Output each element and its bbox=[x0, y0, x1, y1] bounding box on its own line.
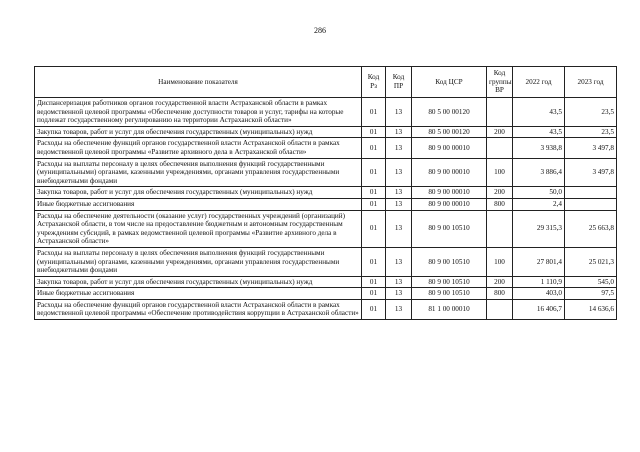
row-value-2022: 3 886,4 bbox=[513, 158, 565, 187]
row-value-2023: 23,5 bbox=[565, 126, 617, 138]
row-rz: 01 bbox=[362, 247, 386, 276]
header-vr: Код группы ВР bbox=[487, 67, 513, 98]
row-vr bbox=[487, 98, 513, 127]
header-2022: 2022 год bbox=[513, 67, 565, 98]
row-value-2022: 403,0 bbox=[513, 288, 565, 300]
row-csr: 80 9 00 00010 bbox=[412, 187, 487, 199]
row-pr: 13 bbox=[386, 276, 412, 288]
row-value-2023 bbox=[565, 187, 617, 199]
row-value-2022: 27 801,4 bbox=[513, 247, 565, 276]
table-row bbox=[35, 288, 617, 300]
row-vr: 800 bbox=[487, 288, 513, 300]
row-rz: 01 bbox=[362, 276, 386, 288]
row-value-2023: 25 663,8 bbox=[565, 210, 617, 247]
row-rz: 01 bbox=[362, 98, 386, 127]
row-csr: 80 9 00 10510 bbox=[412, 210, 487, 247]
row-vr: 200 bbox=[487, 126, 513, 138]
table-row bbox=[35, 210, 617, 247]
header-csr: Код ЦСР bbox=[412, 67, 487, 98]
row-value-2022: 1 110,9 bbox=[513, 276, 565, 288]
table-body bbox=[35, 98, 617, 320]
table-row bbox=[35, 276, 617, 288]
row-value-2022: 2,4 bbox=[513, 198, 565, 210]
row-vr bbox=[487, 299, 513, 319]
row-pr: 13 bbox=[386, 288, 412, 300]
row-rz: 01 bbox=[362, 288, 386, 300]
row-name: Расходы на обеспечение деятельности (оказание услуг) государственных учреждений (организаций) Астраханской области, в том числе на предоставление бюджетным и автономным государственным учреждениям субсидий, в рамках ведомственной целевой программы «Развитие архивного дела в Астраханской области» bbox=[35, 210, 362, 247]
row-rz: 01 bbox=[362, 138, 386, 158]
page-number: 286 bbox=[314, 26, 326, 35]
row-name: Диспансеризация работников органов государственной власти Астраханской области в рамках ведомственной целевой программы «Обеспечение доступности товаров и услуг, тарифы на которые подлежат государственному регулированию на территории Астраханской области» bbox=[35, 98, 362, 127]
table-row bbox=[35, 198, 617, 210]
row-vr: 800 bbox=[487, 198, 513, 210]
row-rz: 01 bbox=[362, 158, 386, 187]
table-row bbox=[35, 126, 617, 138]
row-csr: 80 9 00 10510 bbox=[412, 247, 487, 276]
row-csr: 80 9 00 00010 bbox=[412, 138, 487, 158]
row-name: Иные бюджетные ассигнования bbox=[35, 198, 362, 210]
row-value-2023: 14 636,6 bbox=[565, 299, 617, 319]
row-value-2023 bbox=[565, 198, 617, 210]
row-rz: 01 bbox=[362, 198, 386, 210]
row-pr: 13 bbox=[386, 98, 412, 127]
header-name: Наименование показателя bbox=[35, 67, 362, 98]
row-value-2022: 50,0 bbox=[513, 187, 565, 199]
row-pr: 13 bbox=[386, 138, 412, 158]
row-value-2022: 16 406,7 bbox=[513, 299, 565, 319]
row-csr: 80 9 00 10510 bbox=[412, 288, 487, 300]
row-pr: 13 bbox=[386, 187, 412, 199]
table-row bbox=[35, 299, 617, 319]
table-row bbox=[35, 138, 617, 158]
budget-table bbox=[34, 66, 617, 320]
header-rz: Код Рз bbox=[362, 67, 386, 98]
row-vr: 100 bbox=[487, 158, 513, 187]
row-name: Закупка товаров, работ и услуг для обеспечения государственных (муниципальных) нужд bbox=[35, 187, 362, 199]
row-name: Расходы на выплаты персоналу в целях обеспечения выполнения функций государственными (муниципальными) органами, казенными учреждениями, органами управления государственными внебюджетными фондами bbox=[35, 247, 362, 276]
row-name: Расходы на обеспечение функций органов государственной власти Астраханской области в рамках ведомственной целевой программы «Развитие архивного дела в Астраханской области» bbox=[35, 138, 362, 158]
row-pr: 13 bbox=[386, 198, 412, 210]
row-name: Закупка товаров, работ и услуг для обеспечения государственных (муниципальных) нужд bbox=[35, 276, 362, 288]
row-csr: 80 9 00 00010 bbox=[412, 158, 487, 187]
row-vr bbox=[487, 210, 513, 247]
row-value-2023: 545,0 bbox=[565, 276, 617, 288]
row-value-2022: 43,5 bbox=[513, 98, 565, 127]
row-value-2022: 29 315,3 bbox=[513, 210, 565, 247]
row-pr: 13 bbox=[386, 210, 412, 247]
row-value-2023: 3 497,8 bbox=[565, 158, 617, 187]
row-name: Иные бюджетные ассигнования bbox=[35, 288, 362, 300]
row-pr: 13 bbox=[386, 126, 412, 138]
row-value-2023: 97,5 bbox=[565, 288, 617, 300]
row-vr bbox=[487, 138, 513, 158]
table-row bbox=[35, 187, 617, 199]
header-pr: Код ПР bbox=[386, 67, 412, 98]
row-rz: 01 bbox=[362, 299, 386, 319]
row-csr: 80 5 00 00120 bbox=[412, 126, 487, 138]
table-row bbox=[35, 158, 617, 187]
row-pr: 13 bbox=[386, 247, 412, 276]
table-row bbox=[35, 98, 617, 127]
row-csr: 81 1 00 00010 bbox=[412, 299, 487, 319]
row-vr: 100 bbox=[487, 247, 513, 276]
row-value-2023: 25 021,3 bbox=[565, 247, 617, 276]
row-rz: 01 bbox=[362, 210, 386, 247]
row-value-2022: 43,5 bbox=[513, 126, 565, 138]
header-2023: 2023 год bbox=[565, 67, 617, 98]
row-csr: 80 9 00 10510 bbox=[412, 276, 487, 288]
row-csr: 80 5 00 00120 bbox=[412, 98, 487, 127]
row-rz: 01 bbox=[362, 187, 386, 199]
row-pr: 13 bbox=[386, 299, 412, 319]
row-vr: 200 bbox=[487, 276, 513, 288]
row-value-2022: 3 938,8 bbox=[513, 138, 565, 158]
row-vr: 200 bbox=[487, 187, 513, 199]
row-pr: 13 bbox=[386, 158, 412, 187]
row-value-2023: 23,5 bbox=[565, 98, 617, 127]
table-header-row bbox=[35, 67, 617, 98]
row-value-2023: 3 497,8 bbox=[565, 138, 617, 158]
row-rz: 01 bbox=[362, 126, 386, 138]
row-name: Расходы на обеспечение функций органов государственной власти Астраханской области в рамках ведомственной целевой программы «Обеспечение противодействия коррупции в Астраханской области» bbox=[35, 299, 362, 319]
row-name: Закупка товаров, работ и услуг для обеспечения государственных (муниципальных) нужд bbox=[35, 126, 362, 138]
table-row bbox=[35, 247, 617, 276]
row-csr: 80 9 00 00010 bbox=[412, 198, 487, 210]
row-name: Расходы на выплаты персоналу в целях обеспечения выполнения функций государственными (муниципальными) органами, казенными учреждениями, органами управления государственными внебюджетными фондами bbox=[35, 158, 362, 187]
